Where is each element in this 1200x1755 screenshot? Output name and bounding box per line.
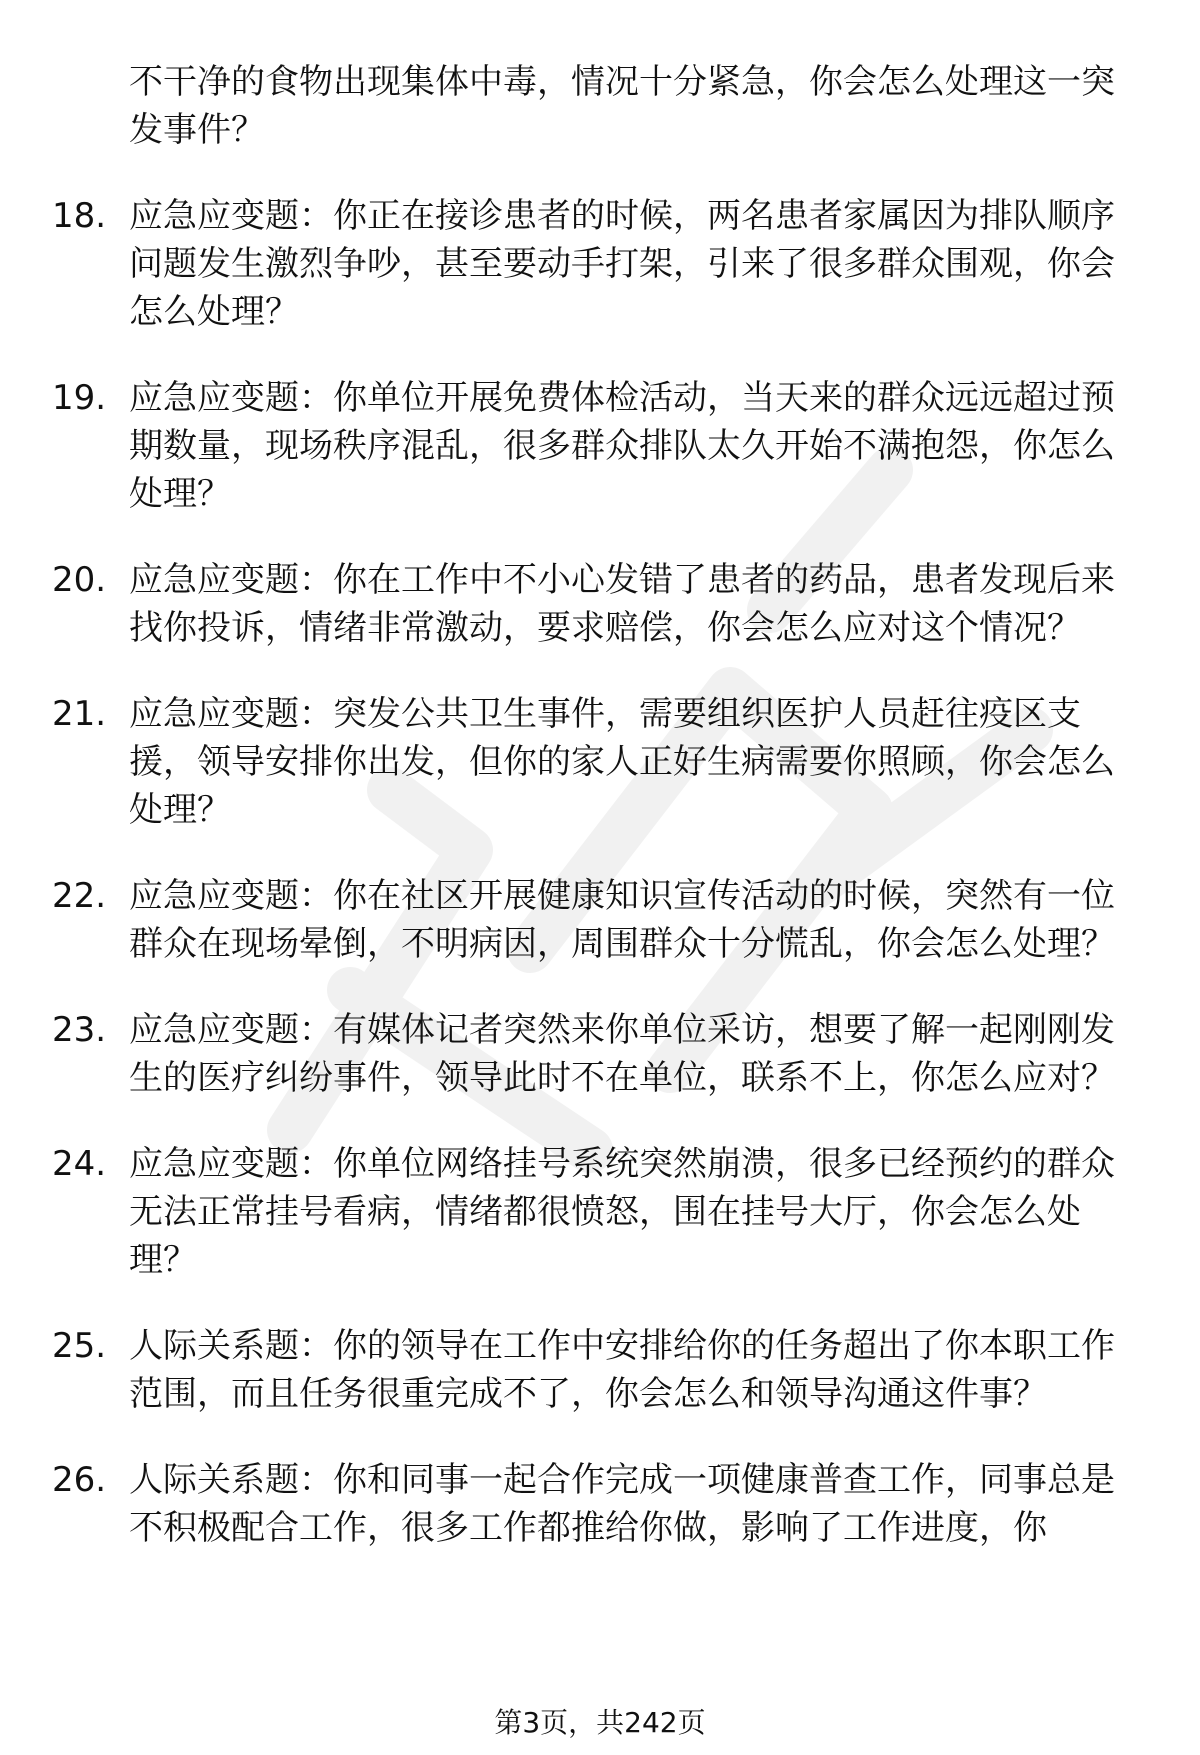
question-24 (0, 1140, 1139, 1284)
question-text: 人际关系题：你和同事一起合作完成一项健康普查工作，同事总是不积极配合工作，很多工作都推给你做，影响了工作进度，你 (129, 1460, 1115, 1548)
question-text: 应急应变题：你单位网络挂号系统突然崩溃，很多已经预约的群众无法正常挂号看病，情绪都很愤怒，围在挂号大厅，你会怎么处理？ (129, 1144, 1115, 1280)
question-17-continuation (0, 58, 1139, 154)
question-number: 18. (52, 196, 107, 236)
question-number: 22. (52, 876, 107, 916)
question-number: 24. (52, 1144, 107, 1184)
question-text: 人际关系题：你的领导在工作中安排给你的任务超出了你本职工作范围，而且任务很重完成不了，你会怎么和领导沟通这件事？ (129, 1326, 1115, 1414)
question-20 (0, 556, 1139, 652)
question-21 (0, 690, 1139, 834)
question-text: 应急应变题：突发公共卫生事件，需要组织医护人员赶往疫区支援，领导安排你出发，但你的家人正好生病需要你照顾，你会怎么处理？ (129, 694, 1115, 830)
page-footer: 第3页，共242页 (494, 1706, 706, 1739)
question-22 (0, 872, 1139, 968)
question-26 (0, 1456, 1139, 1552)
question-text: 不干净的食物出现集体中毒，情况十分紧急，你会怎么处理这一突发事件？ (129, 62, 1115, 150)
question-18 (0, 192, 1139, 336)
question-23 (0, 1006, 1139, 1102)
question-text: 应急应变题：你单位开展免费体检活动，当天来的群众远远超过预期数量，现场秩序混乱，很多群众排队太久开始不满抱怨，你怎么处理？ (129, 378, 1115, 514)
question-number: 20. (52, 560, 107, 600)
question-text: 应急应变题：你在工作中不小心发错了患者的药品，患者发现后来找你投诉，情绪非常激动，要求赔偿，你会怎么应对这个情况？ (129, 560, 1115, 648)
question-19 (0, 374, 1139, 518)
question-number: 19. (52, 378, 107, 418)
question-text: 应急应变题：有媒体记者突然来你单位采访，想要了解一起刚刚发生的医疗纠纷事件，领导此时不在单位，联系不上，你怎么应对？ (129, 1010, 1115, 1098)
question-number: 23. (52, 1010, 107, 1050)
question-text: 应急应变题：你正在接诊患者的时候，两名患者家属因为排队顺序问题发生激烈争吵，甚至要动手打架，引来了很多群众围观，你会怎么处理？ (129, 196, 1115, 332)
question-text: 应急应变题：你在社区开展健康知识宣传活动的时候，突然有一位群众在现场晕倒，不明病因，周围群众十分慌乱，你会怎么处理？ (129, 876, 1115, 964)
question-list (0, 58, 1200, 1590)
question-number: 26. (52, 1460, 107, 1500)
question-number: 25. (52, 1326, 107, 1366)
question-25 (0, 1322, 1139, 1418)
question-number: 21. (52, 694, 107, 734)
